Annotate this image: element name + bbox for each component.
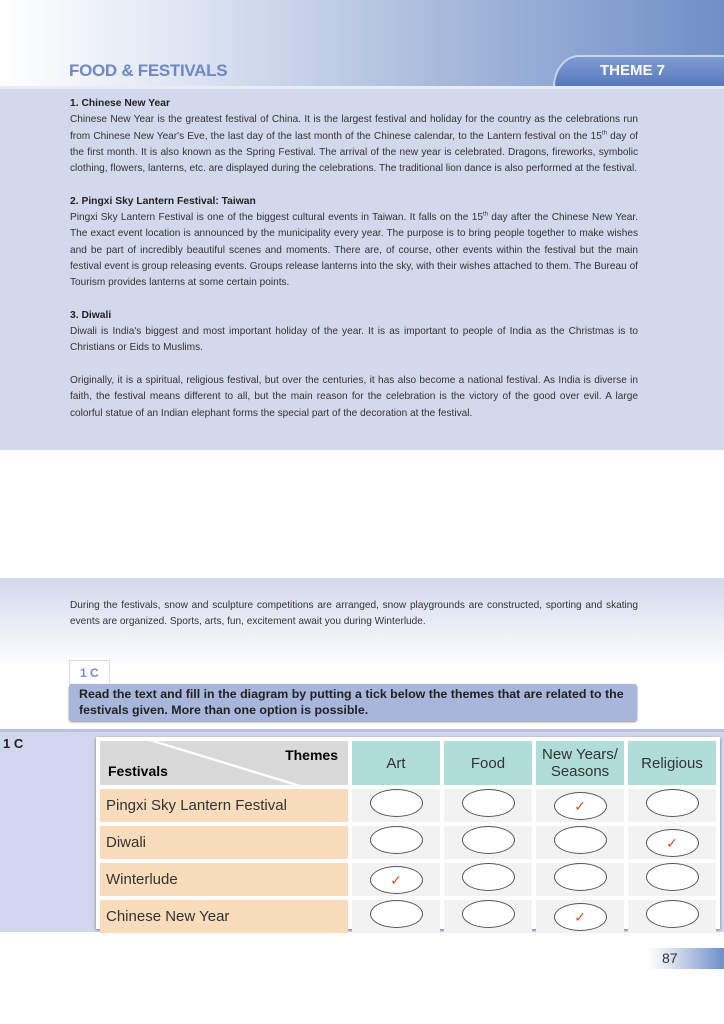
- themes-label: Themes: [285, 747, 338, 763]
- answer-cell: [352, 863, 440, 896]
- exercise-instruction: Read the text and fill in the diagram by putting a tick below the themes that are related to the festivals given. More than one option is possible.: [69, 684, 637, 721]
- answer-cell: [352, 826, 440, 859]
- check-icon: ✓: [666, 834, 678, 851]
- tick-oval[interactable]: [462, 900, 515, 928]
- section-paragraph: Pingxi Sky Lantern Festival is one of the biggest cultural events in Taiwan. It falls on the 15th day after the Chinese New Year. The exact event location is announced by the municipality every year. The purpose is to bring people together to make wishes and be part of incredibly beautiful scenes and moments. There are, of course, other events within the festival but the main festival event is group releasing events. Groups release lanterns into the sky, with their wishes attached to them. The Bureau of Tourism provides lanterns at some certain points.: [70, 211, 638, 289]
- section-paragraph: Chinese New Year is the greatest festival of China. It is the largest festival and holiday for the country as the celebrations run from Chinese New Year's Eve, the last day of the last month of the Chinese calendar, to the Lantern festival on the 15th day of the first month. It is also known as the Spring Festival. The arrival of the new year is celebrated. Dragons, fireworks, symbolic clothing, flowers, lanterns, etc. are displayed during the celebrations. The traditional lion dance is also performed at the festival.: [70, 114, 638, 175]
- tick-oval[interactable]: [462, 826, 515, 854]
- page-number: 87: [648, 948, 724, 969]
- tick-oval[interactable]: [554, 826, 607, 854]
- answer-cell: [352, 789, 440, 822]
- section-heading: 1. Chinese New Year: [70, 98, 170, 109]
- tick-oval[interactable]: [370, 900, 423, 928]
- column-header-religious: Religious: [628, 741, 716, 785]
- answer-cell: [628, 863, 716, 896]
- answer-cell: [536, 900, 624, 933]
- section-heading: 2. Pingxi Sky Lantern Festival: Taiwan: [70, 195, 256, 207]
- column-header-art: Art: [352, 741, 440, 785]
- tick-oval-checked[interactable]: [554, 903, 607, 931]
- festival-name: Chinese New Year: [100, 900, 348, 933]
- theme-tab: THEME 7: [553, 55, 724, 87]
- reading-text: [70, 96, 638, 438]
- tick-oval-checked[interactable]: [370, 866, 423, 894]
- answer-cell: [628, 789, 716, 822]
- section-paragraph: Diwali is India's biggest and most important holiday of the year. It is as important to people of India as the Christmas is to Christians or Eids to Muslims.: [70, 326, 638, 354]
- answer-cell: [444, 900, 532, 933]
- blank-gap: [0, 450, 724, 578]
- table-row: [100, 789, 716, 822]
- tick-oval[interactable]: [370, 826, 423, 854]
- tick-oval[interactable]: [462, 863, 515, 891]
- check-icon: ✓: [574, 908, 586, 925]
- festival-name: Diwali: [100, 826, 348, 859]
- tick-oval-checked[interactable]: [554, 792, 607, 820]
- winterlude-paragraph: During the festivals, snow and sculpture competitions are arranged, snow playgrounds are constructed, sporting and skating events are organized. Sports, arts, fun, excitement await you during Winterlude.: [70, 600, 638, 628]
- table-row: [100, 900, 716, 933]
- tick-oval-checked[interactable]: [646, 829, 699, 857]
- page-title: FOOD & FESTIVALS: [69, 61, 228, 80]
- table-corner-header: [100, 741, 348, 785]
- answer-label: 1 C: [3, 736, 24, 751]
- festivals-label: Festivals: [108, 763, 168, 779]
- check-icon: ✓: [574, 797, 586, 814]
- festival-theme-table: [96, 737, 720, 929]
- check-icon: ✓: [390, 871, 402, 888]
- column-header-new-years-seasons: New Years/ Seasons: [536, 741, 624, 785]
- section-paragraph: Originally, it is a spiritual, religious festival, but over the centuries, it has also become a national festival. As India is diverse in faith, the festival means different to all, but the main reason for the celebration is the victory of the good over evil. A large colorful statue of an Indian elephant forms the special part of the decoration at the festival.: [70, 375, 638, 419]
- tick-oval[interactable]: [370, 789, 423, 817]
- table-row: [100, 826, 716, 859]
- tick-oval[interactable]: [646, 789, 699, 817]
- answer-cell: [536, 826, 624, 859]
- tick-oval[interactable]: [462, 789, 515, 817]
- column-header-food: Food: [444, 741, 532, 785]
- exercise-label: 1 C: [69, 660, 110, 685]
- answer-cell: [352, 900, 440, 933]
- table-row: [100, 863, 716, 896]
- answer-cell: [444, 826, 532, 859]
- festival-name: Winterlude: [100, 863, 348, 896]
- answer-cell: [536, 863, 624, 896]
- answer-cell: [536, 789, 624, 822]
- festival-name: Pingxi Sky Lantern Festival: [100, 789, 348, 822]
- tick-oval[interactable]: [646, 900, 699, 928]
- tick-oval[interactable]: [646, 863, 699, 891]
- answer-cell: [628, 900, 716, 933]
- answer-cell: [628, 826, 716, 859]
- answer-cell: [444, 789, 532, 822]
- tick-oval[interactable]: [554, 863, 607, 891]
- section-heading: 3. Diwali: [70, 309, 112, 321]
- answer-cell: [444, 863, 532, 896]
